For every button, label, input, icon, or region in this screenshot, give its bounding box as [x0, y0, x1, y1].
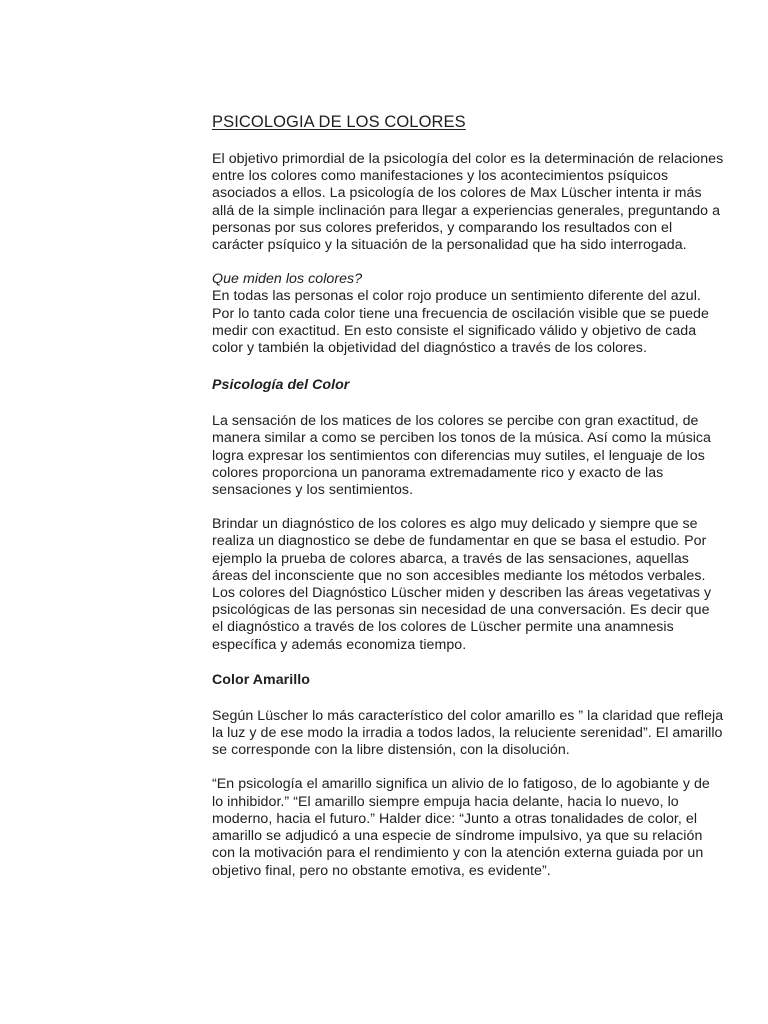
document-page	[212, 112, 724, 880]
spacer	[212, 759, 724, 776]
spacer	[212, 357, 724, 377]
question-line: Que miden los colores?	[212, 271, 363, 288]
document-title: PSICOLOGIA DE LOS COLORES	[212, 113, 466, 131]
section-heading-psicologia: Psicología del Color	[212, 377, 350, 394]
section1-paragraph-1: La sensación de los matices de los colores se percibe con gran exactitud, de manera similar a como se perciben los tonos de la música. Así como la música logra expresar los sentimientos con diferencias muy sutiles, el lenguaje de los colores proporciona un panorama extremadamente rico y exacto de las sensaciones y los sentimientos.	[212, 413, 711, 499]
intro-paragraph: El objetivo primordial de la psicología del color es la determinación de relaciones entre los colores como manifestaciones y los acontecimientos psíquicos asociados a ellos. La psicología de los colores de Max Lüscher intenta ir más allá de la simple inclinación para llegar a experiencias generales, preguntando a personas por sus colores preferidos, y comparando los resultados con el carácter psíquico y la situación de la personalidad que ha sido interrogada.	[212, 151, 724, 254]
spacer	[212, 689, 724, 708]
section1-paragraph-2: Brindar un diagnóstico de los colores es algo muy delicado y siempre que se realiza un diagnostico se debe de fundamentar en que se basa el estudio. Por ejemplo la prueba de colores abarca, a través de las sensaciones, aquellas áreas del inconsciente que no son accesibles mediante los métodos verbales. Los colores del Diagnóstico Lüscher miden y describen las áreas vegetativas y psicológicas de las personas sin necesidad de una conversación. Es decir que el diagnóstico a través de los colores de Lüscher permite una anamnesis específica y además economiza tiempo.	[212, 516, 712, 653]
section2-paragraph-1: Según Lüscher lo más característico del color amarillo es ” la claridad que refleja la luz y de ese modo la irradia a todos lados, la reluciente serenidad”. El amarillo se corresponde con la libre distensión, con la disolución.	[212, 707, 724, 759]
section2-paragraph-2: “En psicología el amarillo significa un alivio de lo fatigoso, de lo agobiante y de lo inhibidor.” “El amarillo siempre empuja hacia delante, hacia lo nuevo, lo moderno, hacia el futuro.” Halder dice: “Junto a otras tonalidades de color, el amarillo se adjudicó a una especie de síndrome impulsivo, ya que su relación con la motivación para el rendimiento y con la atención externa guiada por un objetivo final, pero no obstante emotiva, es evidente”.	[212, 776, 710, 879]
spacer	[212, 254, 724, 271]
spacer	[212, 394, 724, 413]
spacer	[212, 654, 724, 672]
spacer	[212, 499, 724, 516]
section-heading-amarillo: Color Amarillo	[212, 671, 310, 688]
question-answer-paragraph: En todas las personas el color rojo produce un sentimiento diferente del azul. Por lo tanto cada color tiene una frecuencia de oscilación visible que se puede medir con exactitud. En esto consiste el significado válido y objetivo de cada color y también la objetividad del diagnóstico a través de los colores.	[212, 288, 709, 357]
